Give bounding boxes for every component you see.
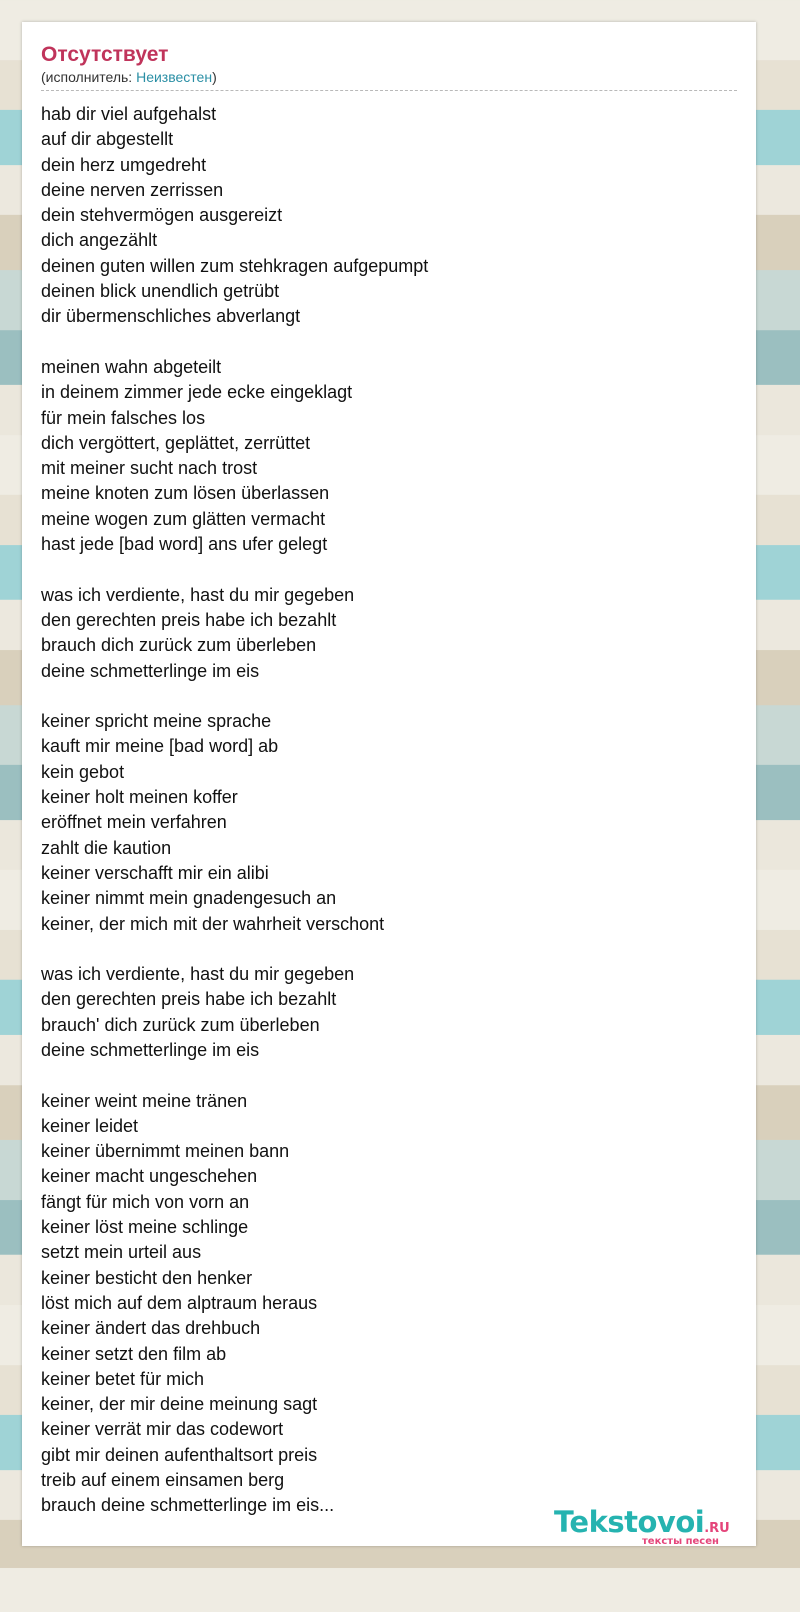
site-logo [554,1505,754,1549]
artist-line [41,68,737,91]
logo-tagline: тексты песен [642,1536,719,1547]
lyrics-text: hab dir viel aufgehalst auf dir abgestellt dein herz umgedreht deine nerven zerrissen dein stehvermögen ausgereizt dich angezählt deinen guten willen zum stehkragen aufgepumpt deinen blick unendlich getrübt dir übermenschliches abverlangt meinen wahn abgeteilt in deinem zimmer jede ecke eingeklagt für mein falsches los dich vergöttert, geplättet, zerrüttet mit meiner sucht nach trost meine knoten zum lösen überlassen meine wogen zum glätten vermacht hast jede [bad word] ans ufer gelegt was ich verdiente, hast du mir gegeben den gerechten preis habe ich bezahlt brauch dich zurück zum überleben deine schmetterlinge im eis keiner spricht meine sprache kauft mir meine [bad word] ab kein gebot keiner holt meinen koffer eröffnet mein verfahren zahlt die kaution keiner verschafft mir ein alibi keiner nimmt mein gnadengesuch an keiner, der mich mit der wahrheit verschont was ich verdiente, hast du mir gegeben den gerechten preis habe ich bezahlt brauch' dich zurück zum überleben deine schmetterlinge im eis keiner weint meine tränen keiner leidet keiner übernimmt meinen bann keiner macht ungeschehen fängt für mich von vorn an keiner löst meine schlinge setzt mein urteil aus keiner besticht den henker löst mich auf dem alptraum heraus keiner ändert das drehbuch keiner setzt den film ab keiner betet für mich keiner, der mir deine meinung sagt keiner verrät mir das codewort gibt mir deinen aufenthaltsort preis treib auf einem einsamen berg brauch deine schmetterlinge im eis... [41,104,429,1516]
song-header [41,42,737,91]
song-title: Отсутствует [41,43,169,66]
logo-tld: .RU [704,1521,730,1536]
artist-link[interactable]: Неизвестен [136,69,213,85]
artist-prefix: (исполнитель: [41,69,137,85]
lyrics-card [22,22,756,1546]
artist-suffix: ) [212,69,217,85]
logo-wordmark: Tekstovoi [554,1505,705,1539]
